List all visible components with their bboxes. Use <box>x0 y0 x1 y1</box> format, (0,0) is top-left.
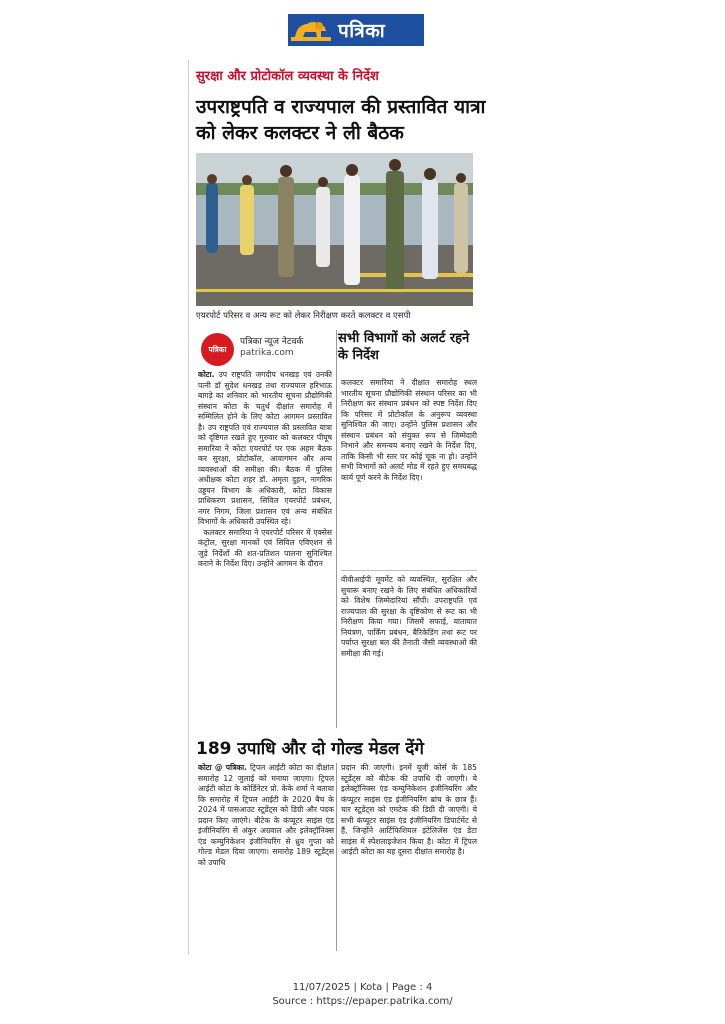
lion-emblem-icon <box>288 14 334 46</box>
column-frame-rule <box>188 60 189 955</box>
story2-headline: 189 उपाधि और दो गोल्ड मेडल देंगे <box>196 739 424 759</box>
story-kicker: सुरक्षा और प्रोटोकॉल व्यवस्था के निर्देश <box>196 69 379 84</box>
footer-source: Source : https://epaper.patrika.com/ <box>272 996 453 1007</box>
body-column-1 <box>198 370 332 730</box>
footer-date-page: 11/07/2025 | Kota | Page : 4 <box>292 982 433 993</box>
masthead-logo <box>288 14 424 46</box>
byline-url: patrika.com <box>240 348 294 358</box>
story-headline: उपराष्ट्रपति व राज्यपाल की प्रस्तावित यात्रा को लेकर कलक्टर ने ली बैठक <box>196 96 486 144</box>
photo-caption: एयरपोर्ट परिसर व अन्य रूट को लेकर निरीक्षण करते कलक्टर व एसपी <box>196 311 411 321</box>
body-text-paragraph-2: कलक्टर समारिया ने एयरपोर्ट परिसर में एक्सेस कंट्रोल, सुरक्षा मानकों एवं सिविल एविएशन से जुड़े निर्देशों की शत-प्रतिशत पालना सुनिश्चित कराने के निर्देश दिए। उन्होंने आगमन के दौरान <box>198 527 332 568</box>
body-column-3 <box>198 763 334 953</box>
patrika-logo-badge: पत्रिका <box>201 333 234 366</box>
dateline: कोटा. <box>198 370 215 379</box>
section-divider <box>341 570 477 571</box>
story-subhead: सभी विभागों को अलर्ट रहने के निर्देश <box>338 331 470 363</box>
body-text-3: ट्रिपल आईटी कोटा का दीक्षांत समारोह 12 जुलाई को मनाया जाएगा। ट्रिपल आईटी कोटा के कोर्डिनेटर प्रो. केके शर्मा ने बताया कि समारोह में ट्रिपल आईटी के 2020 बैच के 2024 में पासआउट स्टूडेंट्स को डिग्री और पदक प्रदान किए जाएंगे। बीटेक के कंप्यूटर साइंस एंड इंजीनियरिंग से अंकुर अग्रवाल और इलेक्ट्रॉनिक्स एंड कम्युनिकेशन इंजीनियरिंग से ध्रुव गुप्ता को गोल्ड मेडल दिया जाएगा। समारोह 189 स्टूडेंट्स को उपाधि <box>198 763 334 867</box>
column-divider <box>336 330 337 728</box>
dateline-2: कोटा @ पत्रिका. <box>198 763 247 772</box>
news-photo <box>196 153 473 306</box>
body-column-4: प्रदान की जाएगी। इनमें यूजी कोर्स के 185 स्टूडेंट्स को बीटेक की उपाधि दी जाएगी। ये इलेक्ट्रॉनिक्स एंड कम्युनिकेशन इंजीनियरिंग और कंप्यूटर साइंस एंड इंजीनियरिंग ब्रांच के छात्र हैं। चार स्टूडेंट्स को एमटेक की डिग्री दी जाएगी। ये सभी कंप्यूटर साइंस एंड इंजीनियरिंग डिपार्टमेंट से हैं, जिन्होंने आर्टिफिशियल इंटेलिजेंस एंड डेटा साइंस में स्पेशलाइजेशन किया है। कोटा में ट्रिपल आईटी कोटा का यह दूसरा दीक्षांत समारोह है। <box>341 763 477 856</box>
byline-name: पत्रिका न्यूज नेटवर्क <box>240 337 304 347</box>
body-text: उप राष्ट्रपति जगदीप धनखड़ एवं उनकी पत्नी डॉ सुदेश धनखड़ तथा राज्यपाल हरिभाऊ बागड़े का शनिवार को भारतीय सूचना प्रौद्योगिकी संस्थान कोटा के चतुर्थ दीक्षांत समारोह में सम्मिलित होने के लिए कोटा आगमन प्रस्तावित है। उप राष्ट्रपति एवं राज्यपाल की प्रस्तावित यात्रा को दृष्टिगत रखते हुए गुरुवार को कलक्टर पीयूष समारिया ने कोटा एयरपोर्ट पर एक अहम बैठक कर सुरक्षा, प्रोटोकॉल, आवागमन और अन्य व्यवस्थाओं की समीक्षा की। बैठक में पुलिस अधीक्षक कोटा शहर डॉ. अमृता दुहन, नागरिक उड्डयन विभाग के अधिकारी, कोटा विकास प्राधिकरण प्रशासन, सिविल एयरपोर्ट प्रबंधन, नगर निगम, जिला प्रशासन एवं अन्य संबंधित विभागों के अधिकारी उपस्थित रहे। <box>198 370 332 526</box>
body-column-2a: कलक्टर समारिया ने दीक्षांत समारोह स्थल भारतीय सूचना प्रौद्योगिकी संस्थान परिसर का भी निरीक्षण कर संस्थान प्रबंधन को स्पष्ट निर्देश दिए कि परिसर में प्रोटोकॉल के अनुरूप व्यवस्था सुनिश्चित की जाए। उन्होंने पुलिस प्रशासन और संस्थान प्रबंधन को संयुक्त रूप से जिम्मेदारी निभाने और समन्वय बनाए रखने के निर्देश दिए, ताकि किसी भी स्तर पर कोई चूक ना हो। उन्होंने सभी विभागों को अलर्ट मोड में रहते हुए समयबद्ध कार्य पूर्ण करने के निर्देश दिए। <box>341 378 477 482</box>
column-divider-2 <box>336 763 337 951</box>
body-column-2b: वीवीआईपी मूवमेंट को व्यवस्थित, सुरक्षित और सुचारू बनाए रखने के लिए संबंधित अधिकारियों को विशेष जिम्मेदारियां सौंपीं। उपराष्ट्रपति एवं राज्यपाल की सुरक्षा के दृष्टिकोण से रूट का भी निरीक्षण किया गया। जिसमें सफाई, यातायात नियंत्रण, पार्किंग प्रबंधन, बैरिकेडिंग तथा रूट पर पर्याप्त सुरक्षा बल की तैनाती जैसी व्यवस्थाओं की समीक्षा की गई। <box>341 575 477 658</box>
brand-name: पत्रिका <box>338 20 386 42</box>
